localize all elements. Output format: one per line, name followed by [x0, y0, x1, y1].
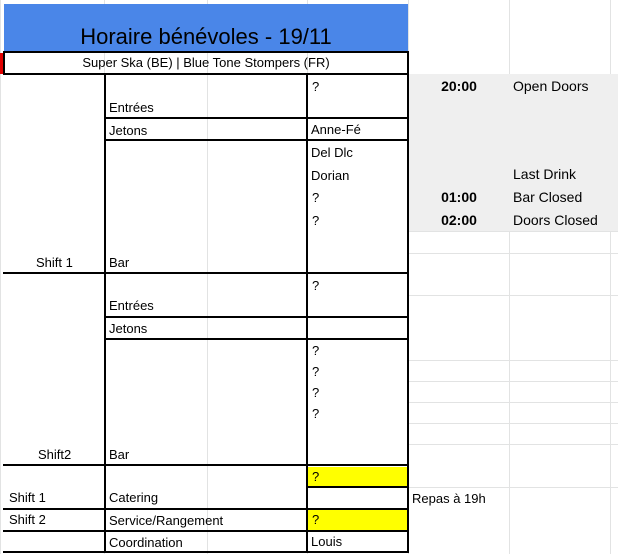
schedule-time[interactable]: 01:00	[441, 189, 477, 205]
role-entrees-1[interactable]: Entrées	[109, 100, 154, 115]
schedule-event[interactable]: Bar Closed	[513, 189, 583, 205]
grid-line	[0, 0, 1, 554]
role-coordination[interactable]: Coordination	[109, 535, 183, 550]
schedule-event[interactable]: Last Drink	[513, 166, 577, 182]
border	[407, 51, 409, 553]
shift1-label: Shift 1	[36, 255, 73, 270]
sheet-title-banner[interactable]	[4, 4, 408, 51]
border	[3, 73, 409, 75]
border	[3, 464, 409, 466]
shift2-label: Shift2	[38, 447, 72, 462]
grid-line	[409, 487, 618, 488]
catering-shift-label: Shift 1	[9, 490, 46, 505]
border	[306, 74, 308, 553]
border	[104, 316, 409, 318]
volunteer-cell[interactable]: ?	[312, 364, 320, 379]
schedule-event[interactable]: Open Doors	[513, 78, 589, 94]
catering-note[interactable]: Repas à 19h	[412, 491, 486, 506]
grid-line	[409, 423, 618, 424]
border	[104, 139, 409, 141]
border	[104, 74, 106, 553]
schedule-event[interactable]: Doors Closed	[513, 212, 598, 228]
grid-line	[409, 253, 618, 254]
role-bar-1[interactable]: Bar	[109, 255, 130, 270]
role-catering[interactable]: Catering	[109, 490, 159, 505]
border	[3, 551, 409, 553]
grid-line	[409, 402, 618, 403]
volunteer-cell[interactable]: ?	[312, 278, 320, 293]
volunteer-cell[interactable]: ?	[312, 512, 320, 527]
border	[306, 486, 409, 488]
service-shift-label: Shift 2	[9, 512, 46, 527]
volunteer-cell[interactable]: ?	[312, 213, 320, 228]
volunteer-cell[interactable]: ?	[312, 190, 320, 205]
highlight-cell	[308, 467, 408, 487]
schedule-time[interactable]: 02:00	[441, 212, 477, 228]
grid-line	[409, 381, 618, 382]
volunteer-cell[interactable]: Del Dlc	[311, 145, 353, 160]
role-entrees-2[interactable]: Entrées	[109, 298, 154, 313]
volunteer-cell[interactable]: ?	[312, 79, 320, 94]
border	[3, 272, 409, 274]
sheet-title: Horaire bénévoles - 19/11	[80, 24, 332, 49]
role-bar-2[interactable]: Bar	[109, 447, 130, 462]
volunteer-cell[interactable]: ?	[312, 385, 320, 400]
highlight-cell	[308, 510, 408, 530]
grid-line	[409, 444, 618, 445]
volunteer-cell[interactable]: Anne-Fé	[311, 122, 361, 137]
grid-line	[207, 0, 208, 554]
grid-line	[409, 295, 618, 296]
role-jetons-1[interactable]: Jetons	[109, 123, 148, 138]
sheet-subtitle[interactable]: Super Ska (BE) | Blue Tone Stompers (FR)	[82, 55, 330, 70]
volunteer-cell[interactable]: ?	[312, 406, 320, 421]
schedule-panel	[409, 74, 618, 231]
grid-line	[409, 360, 618, 361]
volunteer-cell[interactable]: ?	[312, 343, 320, 358]
role-service[interactable]: Service/Rangement	[109, 513, 224, 528]
schedule-time[interactable]: 20:00	[441, 78, 477, 94]
role-jetons-2[interactable]: Jetons	[109, 321, 148, 336]
volunteer-cell[interactable]: Dorian	[311, 168, 350, 183]
border	[3, 51, 409, 53]
border	[104, 117, 409, 119]
volunteer-cell[interactable]: Louis	[311, 534, 343, 549]
grid-line	[409, 231, 618, 232]
border	[3, 508, 409, 510]
volunteer-cell[interactable]: ?	[312, 469, 320, 484]
border	[3, 530, 409, 532]
border	[3, 51, 5, 75]
border	[104, 338, 409, 340]
